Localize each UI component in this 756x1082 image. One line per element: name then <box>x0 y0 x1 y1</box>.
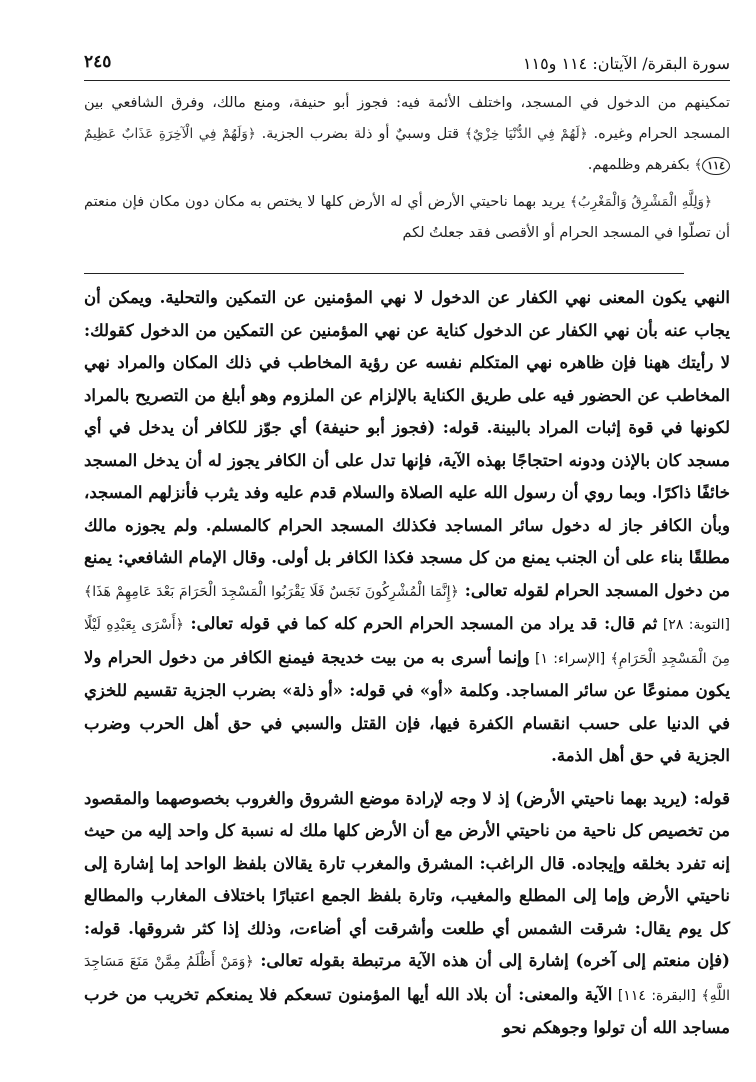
quran-quote: ﴿وَلَهُمْ فِي الْآخِرَةِ عَذَابٌ عَظِيمٌ <box>84 126 256 142</box>
page-header <box>84 52 730 81</box>
verse-reference: [التوبة: ٢٨] <box>657 617 730 633</box>
main-text-paragraph <box>84 88 730 181</box>
text-run: (فإن منعتم إلى آخره) إشارة إلى أن هذه الآية مرتبطة بقوله تعالى: <box>253 951 730 970</box>
main-text-paragraph <box>84 187 730 249</box>
text-run: ثم قال: قد يراد من المسجد الحرام الحرم كله كما في قوله تعالى: <box>183 614 658 633</box>
quran-quote: ﴿أَسْرَى بِعَبْدِهِ لَيْلًا مِنَ الْمَسْجِدِ الْحَرَامِ﴾ <box>84 617 730 667</box>
lemma-marker: قوله: <box>693 788 730 808</box>
ayah-number-marker: ١١٤ <box>702 157 730 175</box>
quran-quote: ﴿لَهُمْ فِي الدُّنْيَا خِزْيٌ﴾ <box>464 126 588 142</box>
text-run: تمكينهم من الدخول في المسجد، واختلف الأئمة فيه: فجوز أبو حنيفة، ومنع مالك، وفرق الشافعي بين المسجد الحرام وغيره. <box>84 95 730 142</box>
commentary-text <box>84 282 730 1045</box>
text-run: يريد بهما ناحيتي الأرض أي له الأرض كلها لا يختص به مكان دون مكان فإن منعتم أن تصلّوا في المسجد الحرام أو الأقصى فقد جعلتُ لكم <box>84 194 730 241</box>
verse-reference: [البقرة: ١١٤] <box>612 987 702 1004</box>
page-number: ٢٤٥ <box>84 52 112 72</box>
lemma-marker: قوله: <box>442 418 480 437</box>
footnote-divider <box>84 273 684 274</box>
text-run: وإنما أسرى به من بيت خديجة فيمنع الكافر من دخول الحرام ولا يكون ممنوعًا عن سائر المساجد. وكلمة «أو» في قوله: «أو ذلة» بضرب الجزية تقسيم للخزي في الدنيا على حسب انقسام الكفرة فيها، فإن القتل والسبي في حق أهل الحرب وضرب الجزية في حق أهل الذمة. <box>84 647 730 765</box>
text-run: النهي يكون المعنى نهي الكفار عن الدخول لا نهي المؤمنين عن التمكين والتحلية. ويمكن أن يجاب عنه بأن نهي الكفار عن الدخول كناية عن نهي المؤمنين عن التمكين من الدخول كقولك: لا رأيتك ههنا فإن ظاهره نهي المتكلم نفسه عن رؤية المخاطب في ذلك المكان والمراد نهي المخاطب عن الحضور فيه على طريق الكناية بالإلزام عن الملزوم وهو أبلغ من التصريح بالمراد لكونها في قوة إثبات المراد بالبينة. <box>84 288 730 437</box>
main-text <box>84 88 730 249</box>
verse-reference: [الإسراء: ١] <box>529 650 611 667</box>
quran-quote: ﴿إِنَّمَا الْمُشْرِكُونَ نَجَسٌ فَلَا يَقْرَبُوا الْمَسْجِدَ الْحَرَامَ بَعْدَ عَامِهِمْ هَذَا﴾ <box>84 583 459 600</box>
running-title: سورة البقرة/ الآيتان: ١١٤ و١١٥ <box>522 54 730 73</box>
lemma-marker: قوله: <box>84 918 121 938</box>
text-run: الآية والمعنى: أن بلاد الله أيها المؤمنون تسعكم فلا يمنعكم تخريب من خرب مساجد الله أن تولوا وجوهكم نحو <box>84 984 730 1037</box>
commentary-paragraph <box>84 783 730 1045</box>
text-run: بكفرهم وظلمهم. <box>587 157 695 173</box>
quran-quote: ﴿وَلِلَّهِ الْمَشْرِقُ وَالْمَغْرِبُ﴾ <box>569 194 712 210</box>
text-run: قتل وسبيٌ أو ذلة بضرب الجزية. <box>255 126 465 142</box>
text-run: (يريد بهما ناحيتي الأرض) إذ لا وجه لإرادة موضع الشروق والغروب بخصوصهما والمقصود من تخصيص كل ناحية من ناحيتي الأرض مع أن الأرض كلها ملك له نسبة كل واحد إليه من حيث إنه تفرد بخلقه وإيجاده. قال الراغب: المشرق والمغرب تارة يقالان بلفظ الواحد إما إشارة إلى ناحيتي الأرض وإما إلى المطلع والمغيب، وتارة بلفظ الجمع اعتبارًا باختلاف المغارب والمطالع كل يوم يقال: شرقت الشمس أي طلعت وأشرقت أي أضاءت، وذلك إذا كثر شروقها. <box>84 788 730 938</box>
commentary-paragraph <box>84 282 730 773</box>
text-run: (فجوز أبو حنيفة) أي جوّز للكافر أن يدخل في أي مسجد كان بالإذن ودونه احتجاجًا بهذه الآية، فإنها تدل على أن الكافر يجوز له أن يدخل المسجد خائفًا ذاكرًا. وبما روي أن رسول الله عليه الصلاة والسلام قدم عليه وفد يثرب فأنزلهم المسجد، وبأن الكافر جاز له دخول سائر المساجد فكذلك المسجد الحرام كالمسلم. ولم يجوزه مالك مطلقًا بناء على أن الجنب يمنع من كل مسجد فكذا الكافر بل أولى. وقال الإمام الشافعي: يمنع من دخول المسجد الحرام لقوله تعالى: <box>84 418 731 600</box>
quran-quote: ﴿وَمَنْ أَظْلَمُ مِمَّنْ مَنَعَ مَسَاجِدَ اللَّهِ﴾ <box>84 954 730 1004</box>
quran-bracket: ﴾ <box>694 157 703 173</box>
